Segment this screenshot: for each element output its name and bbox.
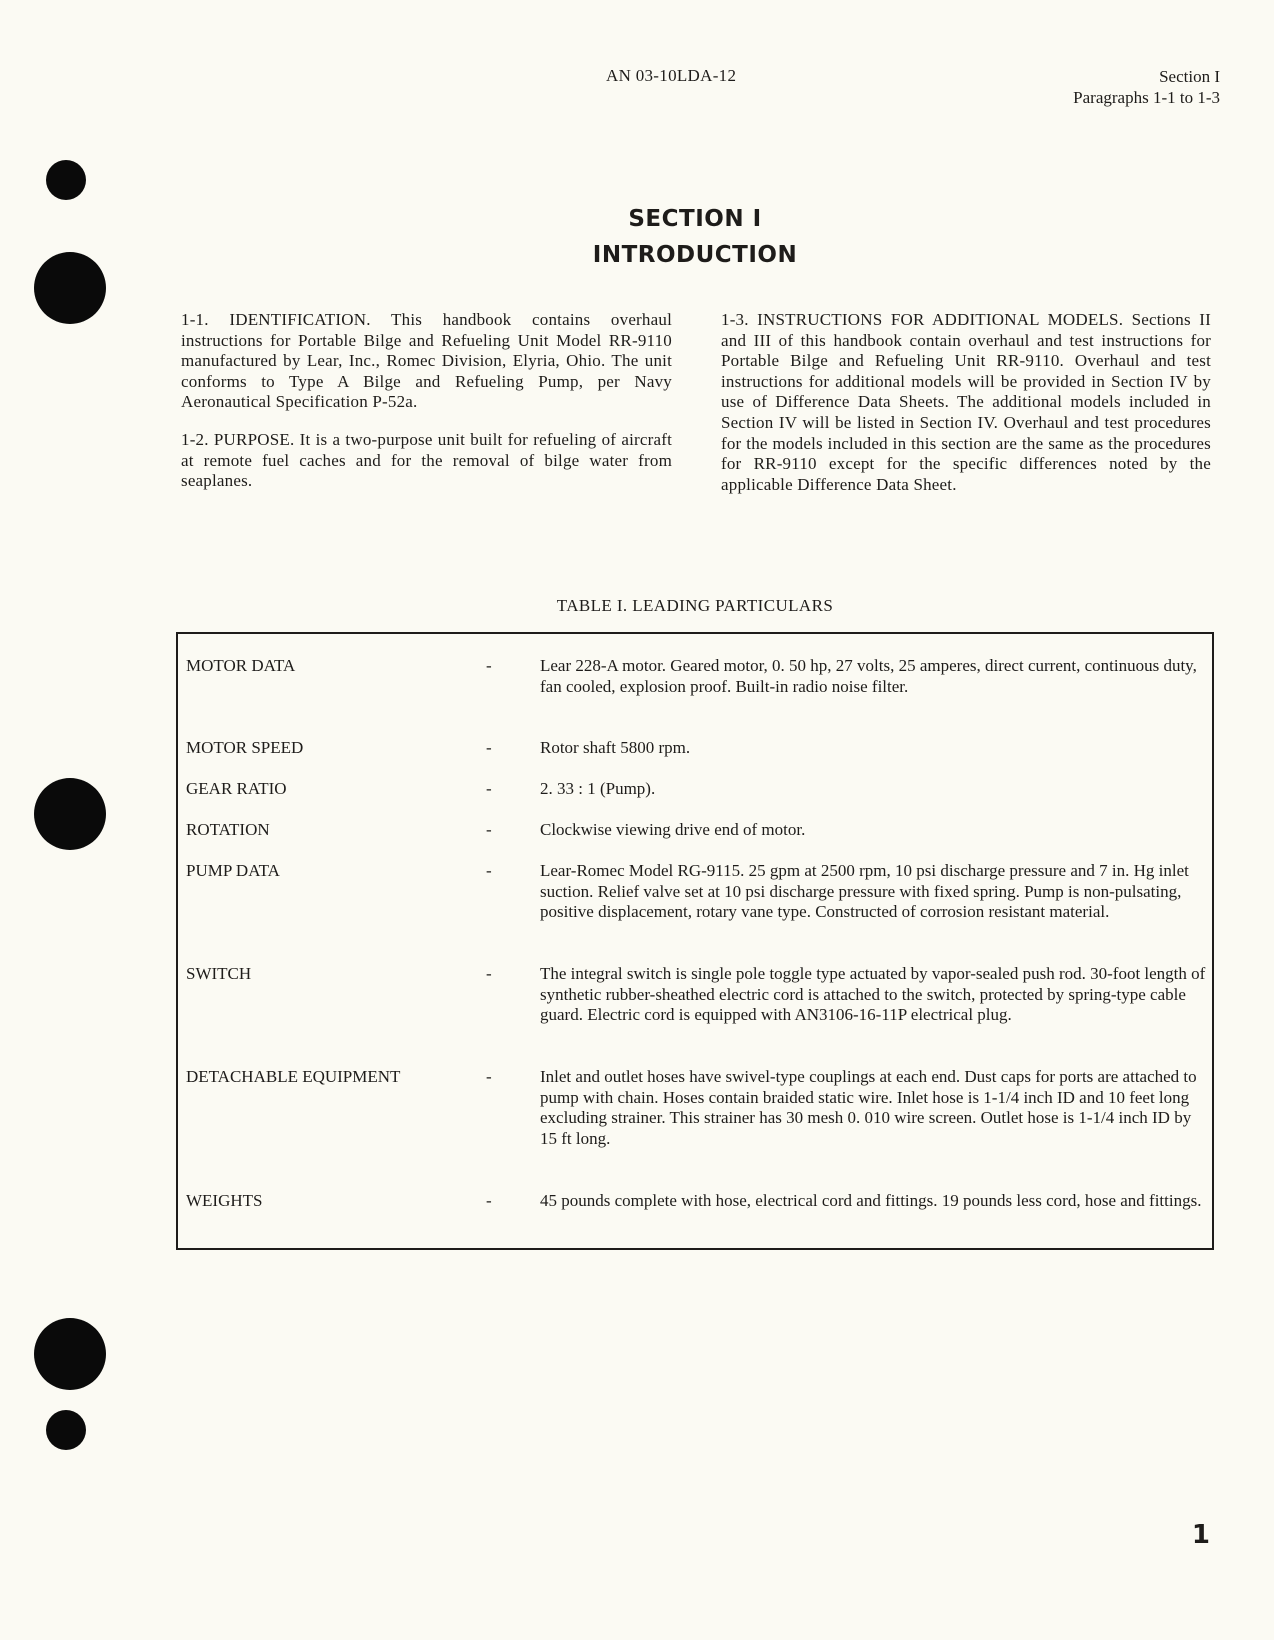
row-value: The integral switch is single pole toggle type actuated by vapor-sealed push rod. 30-foot length of synthetic rubber-sheathed electric cord is attached to the switch, protected by spring-type cable guard. Electric cord is equipped with AN3106-16-11P electrical plug. (540, 964, 1206, 1025)
row-label: MOTOR DATA (186, 656, 296, 675)
section-title: INTRODUCTION (592, 242, 798, 268)
row-dash: - (486, 820, 492, 839)
row-value: Inlet and outlet hoses have swivel-type couplings at each end. Dust caps for ports are attached to pump with chain. Hoses contain braided static wire. Inlet hose is 1-1/4 inch ID and 10 feet long excluding strainer. This strainer has 30 mesh 0. 010 wire screen. Outlet hose is 1-1/4 inch ID by 15 ft long. (540, 1067, 1197, 1149)
row-label: ROTATION (186, 820, 270, 839)
row-dash: - (486, 1191, 492, 1210)
row-dash: - (486, 656, 492, 675)
row-value: 2. 33 : 1 (Pump). (540, 779, 656, 798)
row-value: Lear 228-A motor. Geared motor, 0. 50 hp, 27 volts, 25 amperes, direct current, continuous duty, fan cooled, explosion proof. Built-in radio noise filter. (540, 656, 1197, 696)
section-reference (1073, 66, 1220, 108)
paragraph-1-2: 1-2. PURPOSE. It is a two-purpose unit built for refueling of aircraft at remote fuel caches and for the removal of bilge water from seaplanes. (181, 429, 672, 491)
paragraph-1-3: 1-3. INSTRUCTIONS FOR ADDITIONAL MODELS. Sections II and III of this handbook contain overhaul and test instructions for Portable Bilge and Refueling Unit RR-9110. Overhaul and test instructions for additional models will be provided in Section IV by use of Difference Data Sheets. The additional models included in Section IV will be listed in Section IV. Overhaul and test procedures for the models included in this section are the same as the procedures for RR-9110 except for the specific differences noted by the applicable Difference Data Sheet. (721, 310, 1211, 494)
row-label: SWITCH (186, 964, 252, 983)
paragraph-range: Paragraphs 1-1 to 1-3 (1073, 88, 1220, 107)
table-title: TABLE I. LEADING PARTICULARS (556, 596, 834, 615)
row-dash: - (486, 861, 492, 880)
row-value: 45 pounds complete with hose, electrical cord and fittings. 19 pounds less cord, hose and fittings. (540, 1191, 1202, 1210)
row-value: Clockwise viewing drive end of motor. (540, 820, 806, 839)
section-label: Section I (1159, 67, 1220, 86)
row-label: DETACHABLE EQUIPMENT (186, 1067, 401, 1086)
leading-particulars-table (176, 632, 1214, 1250)
binder-hole (46, 1410, 86, 1450)
binder-hole (34, 778, 106, 850)
row-label: WEIGHTS (186, 1191, 263, 1210)
row-dash: - (486, 738, 492, 757)
row-value: Lear-Romec Model RG-9115. 25 gpm at 2500 rpm, 10 psi discharge pressure and 7 in. Hg inlet suction. Relief valve set at 10 psi discharge pressure with fixed spring. Pump is non-pulsating, positive displacement, rotary vane type. Constructed of corrosion resistant material. (540, 861, 1189, 922)
row-dash: - (486, 1067, 492, 1086)
document-number: AN 03-10LDA-12 (606, 66, 737, 85)
binder-hole (46, 160, 86, 200)
section-heading: SECTION I (628, 206, 762, 232)
row-value: Rotor shaft 5800 rpm. (540, 738, 691, 757)
row-label: GEAR RATIO (186, 779, 287, 798)
paragraph-1-1: 1-1. IDENTIFICATION. This handbook contains overhaul instructions for Portable Bilge and Refueling Unit Model RR-9110 manufactured by Lear, Inc., Romec Division, Elyria, Ohio. The unit conforms to Type A Bilge and Refueling Pump, per Navy Aeronautical Specification P-52a. (181, 310, 672, 412)
left-column (181, 310, 672, 509)
row-label: MOTOR SPEED (186, 738, 304, 757)
page-number: 1 (1191, 1520, 1210, 1550)
row-dash: - (486, 779, 492, 798)
row-dash: - (486, 964, 492, 983)
row-label: PUMP DATA (186, 861, 280, 880)
right-column (721, 310, 1211, 512)
binder-hole (34, 1318, 106, 1390)
